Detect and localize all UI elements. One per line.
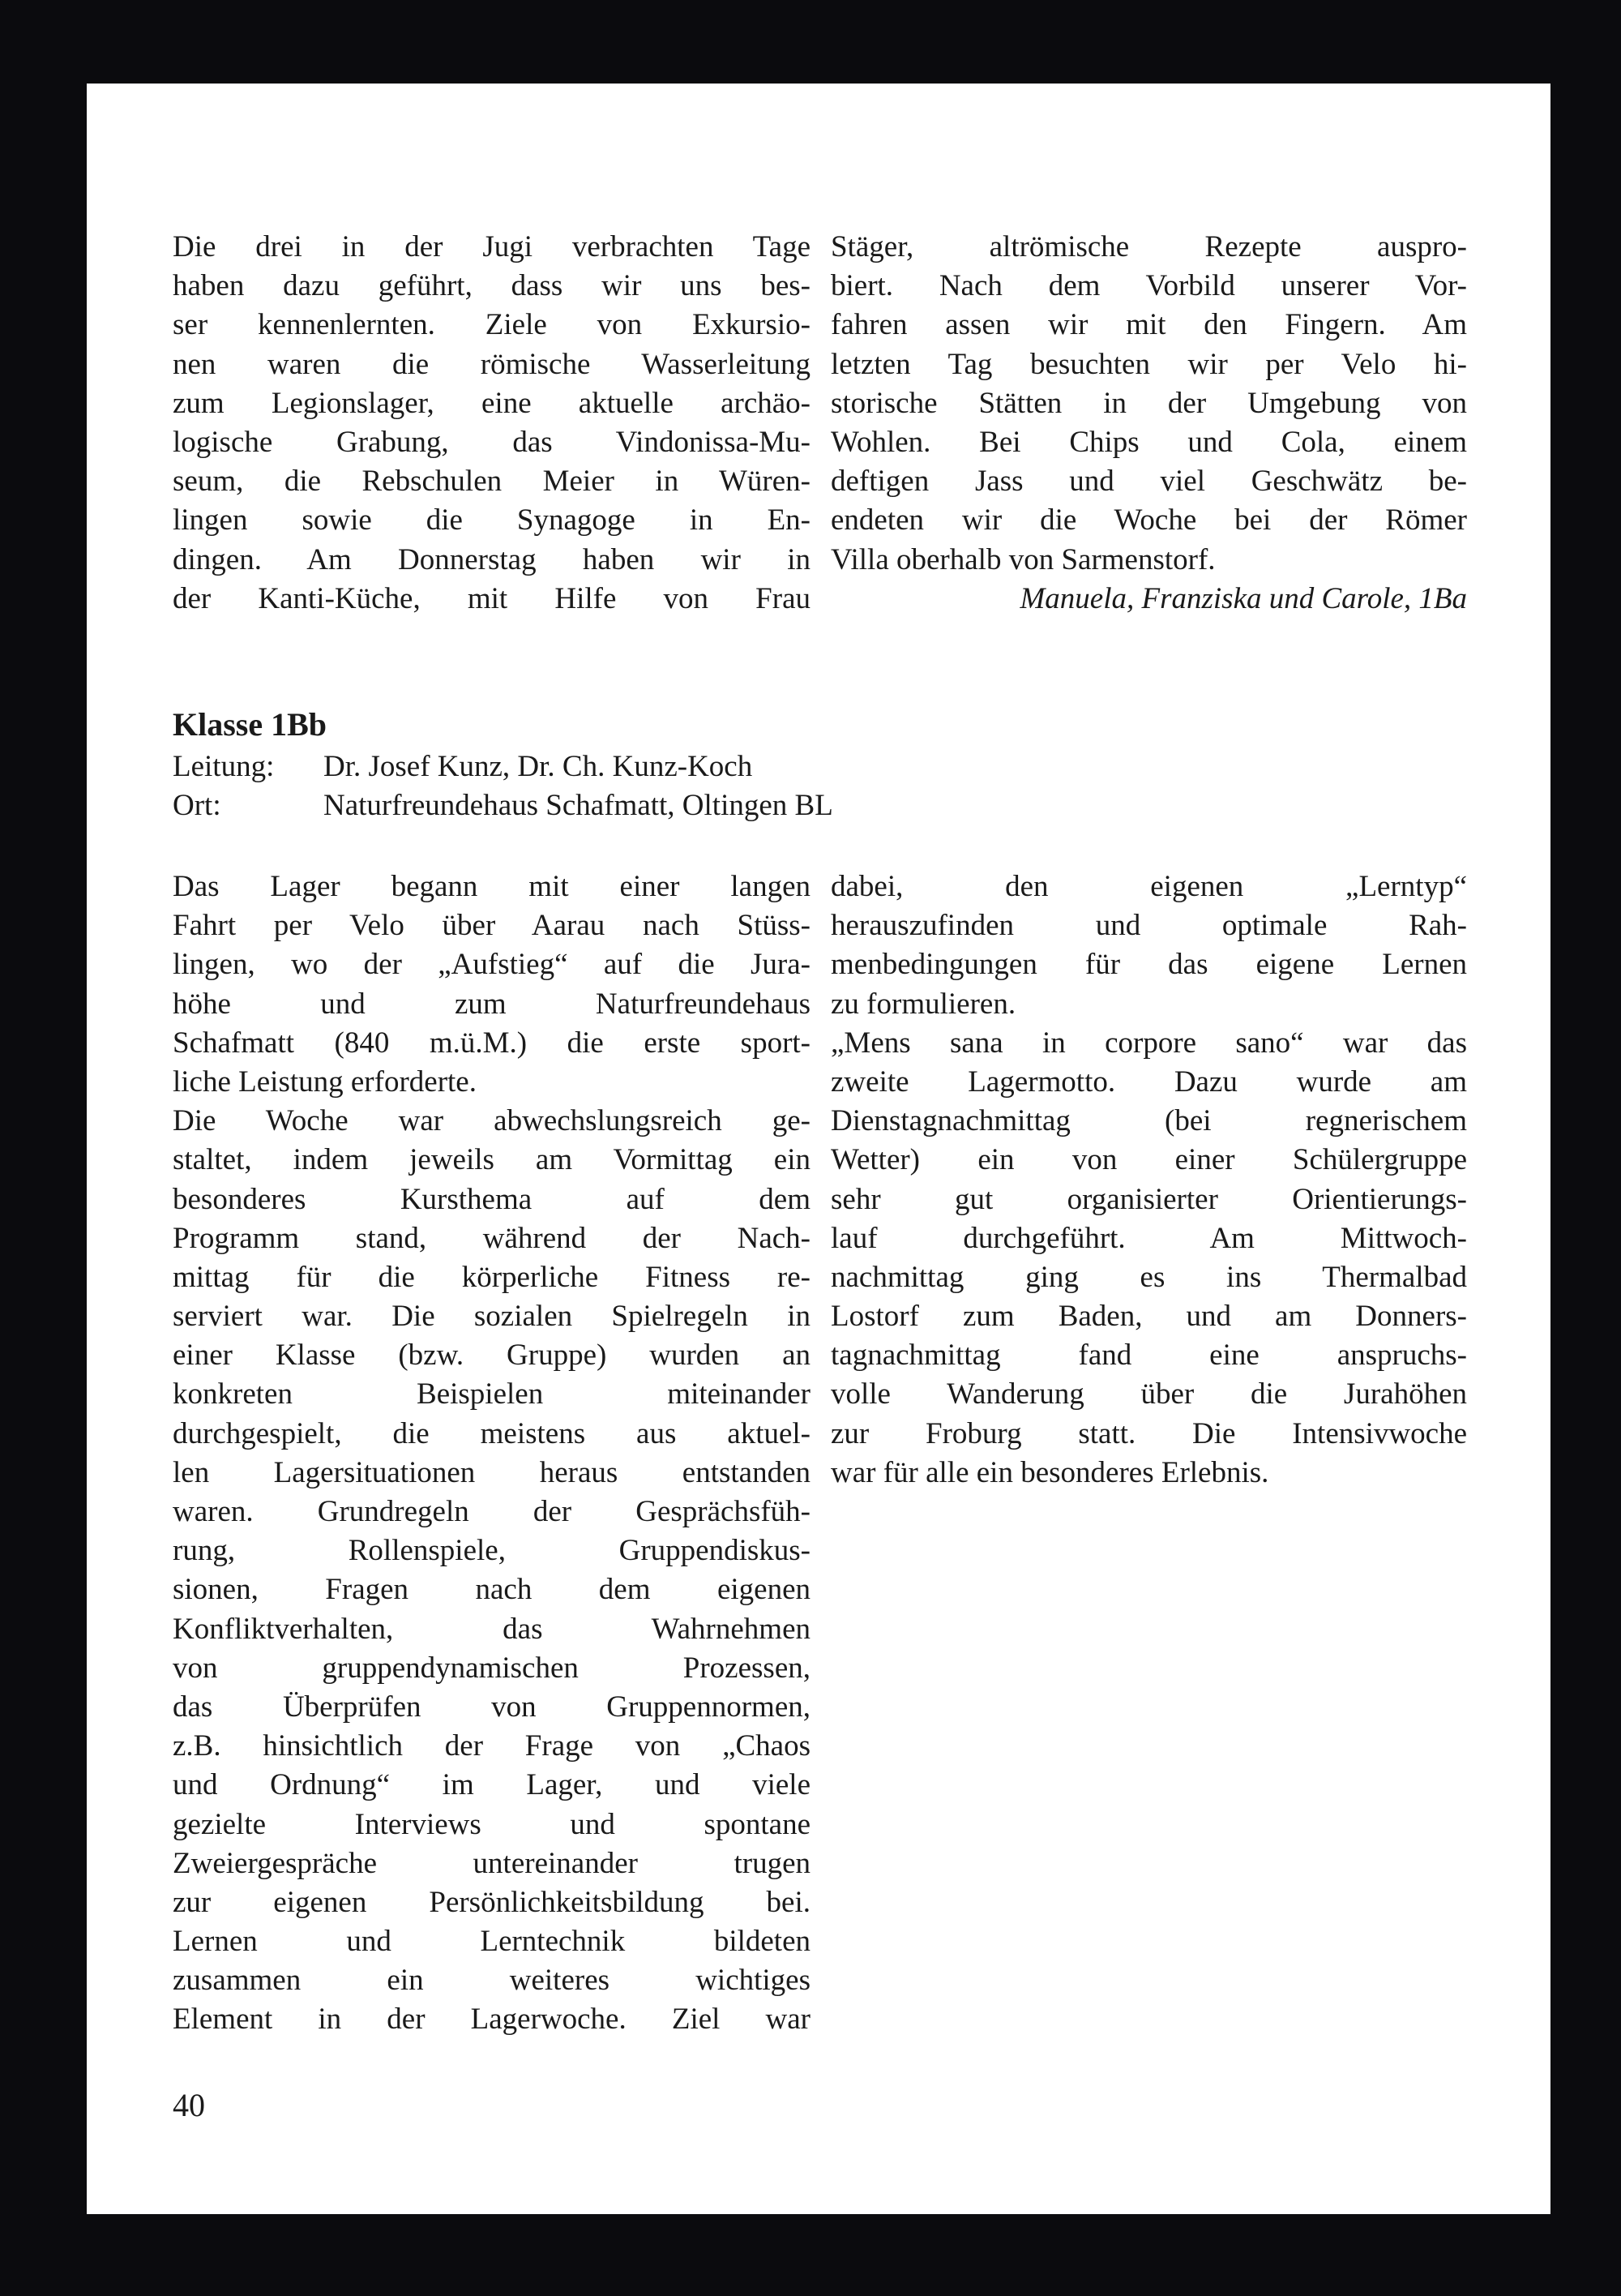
section-heading: Klasse 1Bb — [173, 706, 327, 743]
text-line: zu formulieren. — [831, 987, 1016, 1021]
text-line: Element in der Lagerwoche. Ziel war — [173, 2003, 810, 2037]
text-line: herauszufinden und optimale Rah- — [831, 909, 1467, 943]
text-line: gezielte Interviews und spontane — [173, 1807, 810, 1841]
text-line: Lostorf zum Baden, und am Donners- — [831, 1300, 1467, 1334]
text-line: liche Leistung erforderte. — [173, 1064, 477, 1099]
document-page — [87, 84, 1550, 2214]
text-line: einer Klasse (bzw. Gruppe) wurden an — [173, 1339, 810, 1373]
leitung-row — [173, 747, 752, 786]
text-line: von gruppendynamischen Prozessen, — [173, 1651, 810, 1685]
ort-row — [173, 786, 833, 825]
text-line: Fahrt per Velo über Aarau nach Stüss- — [173, 909, 810, 943]
section-1ba-right-column — [831, 228, 1467, 619]
text-line: und Ordnung“ im Lager, und viele — [173, 1768, 810, 1802]
page-number: 40 — [173, 2087, 205, 2123]
text-line: mittag für die körperliche Fitness re- — [173, 1260, 810, 1294]
text-line: haben dazu geführt, dass wir uns bes- — [173, 269, 810, 303]
text-line: Wohlen. Bei Chips und Cola, einem — [831, 425, 1467, 459]
text-line: tagnachmittag fand eine anspruchs- — [831, 1339, 1467, 1373]
text-line: endeten wir die Woche bei der Römer — [831, 503, 1467, 538]
text-line: Programm stand, während der Nach- — [173, 1221, 810, 1255]
text-line: „Mens sana in corpore sano“ war das — [831, 1026, 1467, 1060]
text-line: Konfliktverhalten, das Wahrnehmen — [173, 1612, 810, 1646]
text-line: Stäger, altrömische Rezepte auspro- — [831, 230, 1467, 263]
text-line: len Lagersituationen heraus entstanden — [173, 1455, 810, 1489]
text-line: staltet, indem jeweils am Vormittag ein — [173, 1143, 810, 1177]
text-line: biert. Nach dem Vorbild unserer Vor- — [831, 269, 1467, 303]
text-line: rung, Rollenspiele, Gruppendiskus- — [173, 1534, 810, 1568]
text-line: Die Woche war abwechslungsreich ge- — [173, 1104, 810, 1138]
text-line: z.B. hinsichtlich der Frage von „Chaos — [173, 1729, 810, 1763]
text-line: storische Stätten in der Umgebung von — [831, 386, 1467, 420]
text-line: der Kanti-Küche, mit Hilfe von Frau — [173, 581, 810, 615]
text-line: lauf durchgeführt. Am Mittwoch- — [831, 1221, 1467, 1255]
text-line: war für alle ein besonderes Erlebnis. — [831, 1455, 1269, 1489]
text-line: nachmittag ging es ins Thermalbad — [831, 1260, 1467, 1294]
text-line: nen waren die römische Wasserleitung — [173, 347, 810, 381]
text-line: das Überprüfen von Gruppennormen, — [173, 1690, 810, 1724]
text-line: höhe und zum Naturfreundehaus — [173, 987, 810, 1021]
article-signature: Manuela, Franziska und Carole, 1Ba — [1020, 581, 1467, 615]
text-line: Villa oberhalb von Sarmenstorf. — [831, 542, 1216, 576]
text-line: Das Lager begann mit einer langen — [173, 870, 810, 903]
leitung-value: Dr. Josef Kunz, Dr. Ch. Kunz-Koch — [323, 750, 753, 783]
text-line: Dienstagnachmittag (bei regnerischem — [831, 1104, 1467, 1138]
text-line: waren. Grundregeln der Gesprächsfüh- — [173, 1495, 810, 1528]
text-line: zur Froburg statt. Die Intensivwoche — [831, 1416, 1467, 1450]
text-line: durchgespielt, die meistens aus aktuel- — [173, 1416, 810, 1450]
section-1bb-right-column — [831, 867, 1467, 1493]
text-line: sehr gut organisierter Orientierungs- — [831, 1182, 1467, 1216]
text-line: konkreten Beispielen miteinander — [173, 1377, 810, 1411]
text-line: deftigen Jass und viel Geschwätz be- — [831, 465, 1467, 499]
text-line: sionen, Fragen nach dem eigenen — [173, 1573, 810, 1607]
text-line: volle Wanderung über die Jurahöhen — [831, 1377, 1467, 1411]
text-line: zusammen ein weiteres wichtiges — [173, 1964, 810, 1998]
text-line: lingen sowie die Synagoge in En- — [173, 503, 810, 538]
text-line: seum, die Rebschulen Meier in Würen- — [173, 465, 810, 499]
leitung-label: Leitung: — [173, 750, 275, 783]
text-line: Schafmatt (840 m.ü.M.) die erste sport- — [173, 1026, 810, 1060]
text-line: ser kennenlernten. Ziele von Exkursio- — [173, 308, 810, 342]
ort-label: Ort: — [173, 789, 221, 822]
text-line: Die drei in der Jugi verbrachten Tage — [173, 230, 810, 263]
text-line: lingen, wo der „Aufstieg“ auf die Jura- — [173, 948, 810, 982]
text-line: zum Legionslager, eine aktuelle archäo- — [173, 386, 810, 420]
text-line: fahren assen wir mit den Fingern. Am — [831, 308, 1467, 342]
text-line: Wetter) ein von einer Schülergruppe — [831, 1143, 1467, 1177]
text-line: dabei, den eigenen „Lerntyp“ — [831, 870, 1467, 903]
section-1ba-left-column — [173, 228, 810, 619]
text-line: besonderes Kursthema auf dem — [173, 1182, 810, 1216]
text-line: zur eigenen Persönlichkeitsbildung bei. — [173, 1885, 810, 1919]
text-line: menbedingungen für das eigene Lernen — [831, 948, 1467, 982]
text-line: letzten Tag besuchten wir per Velo hi- — [831, 347, 1467, 381]
text-line: zweite Lagermotto. Dazu wurde am — [831, 1064, 1467, 1099]
text-line: dingen. Am Donnerstag haben wir in — [173, 542, 810, 576]
ort-value: Naturfreundehaus Schafmatt, Oltingen BL — [323, 789, 833, 822]
section-1bb-left-column — [173, 867, 810, 2040]
text-line: Zweiergespräche untereinander trugen — [173, 1846, 810, 1880]
text-line: logische Grabung, das Vindonissa-Mu- — [173, 425, 810, 459]
text-line: serviert war. Die sozialen Spielregeln in — [173, 1300, 810, 1334]
text-line: Lernen und Lerntechnik bildeten — [173, 1925, 810, 1959]
